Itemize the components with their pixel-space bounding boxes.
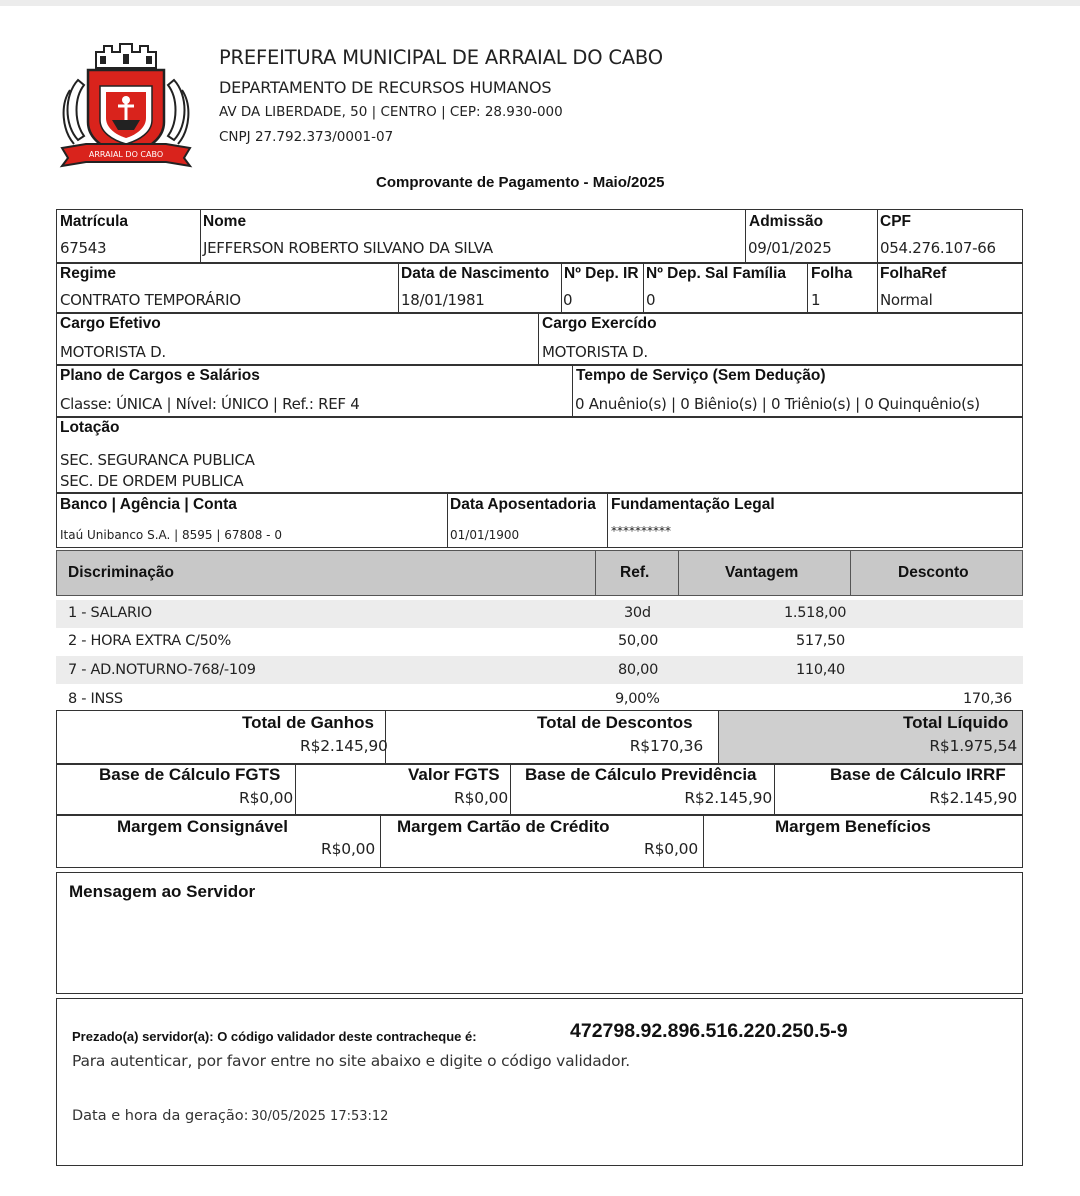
banco-label: Banco | Agência | Conta [60, 496, 237, 513]
nome-label: Nome [203, 213, 247, 230]
row-ref: 50,00 [618, 633, 659, 649]
authentication-instructions: Para autenticar, por favor entre no site abaixo e digite o código validador. [72, 1052, 630, 1070]
lotacao-line1: SEC. SEGURANCA PUBLICA [60, 451, 255, 469]
seal-banner-text: ARRAIAL DO CABO [88, 150, 164, 159]
nome-value: JEFFERSON ROBERTO SILVANO DA SILVA [203, 239, 493, 257]
nascimento-label: Data de Nascimento [401, 265, 550, 282]
folharef-label: FolhaRef [880, 265, 947, 282]
dep-sal-label: Nº Dep. Sal Família [646, 265, 787, 282]
valor-fgts-value: R$0,00 [454, 789, 508, 807]
base-irrf-label: Base de Cálculo IRRF [830, 765, 1006, 784]
base-fgts-label: Base de Cálculo FGTS [99, 765, 281, 784]
col-header-desconto: Desconto [898, 564, 969, 581]
org-address: AV DA LIBERDADE, 50 | CENTRO | CEP: 28.930-000 [219, 104, 563, 120]
table-row [56, 600, 1023, 628]
row-discriminacao: 8 - INSS [68, 691, 123, 707]
margem-consignavel-label: Margem Consignável [117, 817, 288, 836]
cargo-section [56, 312, 1023, 366]
total-ganhos-value: R$2.145,90 [300, 737, 388, 755]
matricula-label: Matrícula [60, 213, 129, 230]
lotacao-line2: SEC. DE ORDEM PUBLICA [60, 472, 244, 490]
regime-label: Regime [60, 265, 116, 282]
row-ref: 80,00 [618, 662, 659, 678]
dep-sal-value: 0 [646, 291, 656, 309]
base-irrf-value: R$2.145,90 [929, 789, 1017, 807]
col-header-discriminacao: Discriminação [68, 564, 174, 581]
row-desconto: 170,36 [963, 691, 1012, 707]
admissao-label: Admissão [749, 213, 824, 230]
generated-datetime: 30/05/2025 17:53:12 [251, 1109, 389, 1124]
row-discriminacao: 2 - HORA EXTRA C/50% [68, 633, 231, 649]
tempo-label: Tempo de Serviço (Sem Dedução) [576, 367, 826, 384]
fundamentacao-label: Fundamentação Legal [611, 496, 775, 513]
folha-value: 1 [811, 291, 821, 309]
margem-cartao-value: R$0,00 [644, 840, 698, 858]
col-header-vantagem: Vantagem [725, 564, 799, 581]
admissao-value: 09/01/2025 [748, 239, 832, 257]
row-vantagem: 110,40 [796, 662, 845, 678]
dep-ir-value: 0 [563, 291, 573, 309]
row-vantagem: 1.518,00 [784, 605, 847, 621]
total-descontos-value: R$170,36 [629, 737, 703, 755]
matricula-value: 67543 [60, 239, 107, 257]
validator-text: Prezado(a) servidor(a): O código validador deste contracheque é: [72, 1029, 477, 1044]
margem-cartao-label: Margem Cartão de Crédito [397, 817, 610, 836]
folharef-value: Normal [880, 291, 933, 309]
cargo-efetivo-label: Cargo Efetivo [60, 315, 161, 332]
table-header [56, 550, 1023, 596]
message-title: Mensagem ao Servidor [69, 882, 256, 901]
cargo-exercido-value: MOTORISTA D. [542, 343, 648, 361]
folha-label: Folha [811, 265, 853, 282]
total-ganhos-label: Total de Ganhos [242, 713, 374, 732]
top-band [0, 0, 1080, 6]
base-fgts-value: R$0,00 [239, 789, 293, 807]
department-name: DEPARTAMENTO DE RECURSOS HUMANOS [219, 78, 552, 97]
row-ref: 9,00% [615, 691, 660, 707]
margem-beneficios-label: Margem Benefícios [775, 817, 931, 836]
row-discriminacao: 7 - AD.NOTURNO-768/-109 [68, 662, 256, 678]
table-row [56, 684, 1023, 712]
plano-value: Classe: ÚNICA | Nível: ÚNICO | Ref.: REF 4 [60, 395, 360, 413]
total-liquido-value: R$1.975,54 [929, 737, 1017, 755]
nascimento-value: 18/01/1981 [401, 291, 485, 309]
row-ref: 30d [624, 605, 651, 621]
margem-consignavel-value: R$0,00 [321, 840, 375, 858]
regime-value: CONTRATO TEMPORÁRIO [60, 291, 241, 309]
org-cnpj: CNPJ 27.792.373/0001-07 [219, 129, 394, 145]
cargo-exercido-label: Cargo Exercído [542, 315, 657, 332]
fundamentacao-value: ********** [611, 524, 671, 538]
cpf-value: 054.276.107-66 [880, 239, 996, 257]
base-previdencia-label: Base de Cálculo Previdência [525, 765, 757, 784]
cargo-efetivo-value: MOTORISTA D. [60, 343, 166, 361]
base-previdencia-value: R$2.145,90 [684, 789, 772, 807]
valor-fgts-label: Valor FGTS [408, 765, 500, 784]
generated-label: Data e hora da geração: [72, 1108, 249, 1124]
aposentadoria-value: 01/01/1900 [450, 528, 520, 542]
lotacao-label: Lotação [60, 419, 120, 436]
validator-section [56, 998, 1023, 1166]
plano-label: Plano de Cargos e Salários [60, 367, 260, 384]
total-descontos-label: Total de Descontos [537, 713, 693, 732]
total-liquido-label: Total Líquido [903, 713, 1009, 732]
banco-value: Itaú Unibanco S.A. | 8595 | 67808 - 0 [60, 528, 282, 542]
dep-ir-label: Nº Dep. IR [564, 265, 639, 282]
aposentadoria-label: Data Aposentadoria [450, 496, 596, 513]
row-vantagem: 517,50 [796, 633, 845, 649]
document-title: Comprovante de Pagamento - Maio/2025 [376, 174, 665, 191]
coat-of-arms-logo [56, 40, 196, 170]
row-discriminacao: 1 - SALARIO [68, 605, 152, 621]
org-name: PREFEITURA MUNICIPAL DE ARRAIAL DO CABO [219, 46, 663, 69]
cpf-label: CPF [880, 213, 911, 230]
validator-code: 472798.92.896.516.220.250.5-9 [570, 1020, 848, 1042]
col-header-ref: Ref. [620, 564, 650, 581]
tempo-value: 0 Anuênio(s) | 0 Biênio(s) | 0 Triênio(s) | 0 Quinquênio(s) [575, 395, 980, 413]
